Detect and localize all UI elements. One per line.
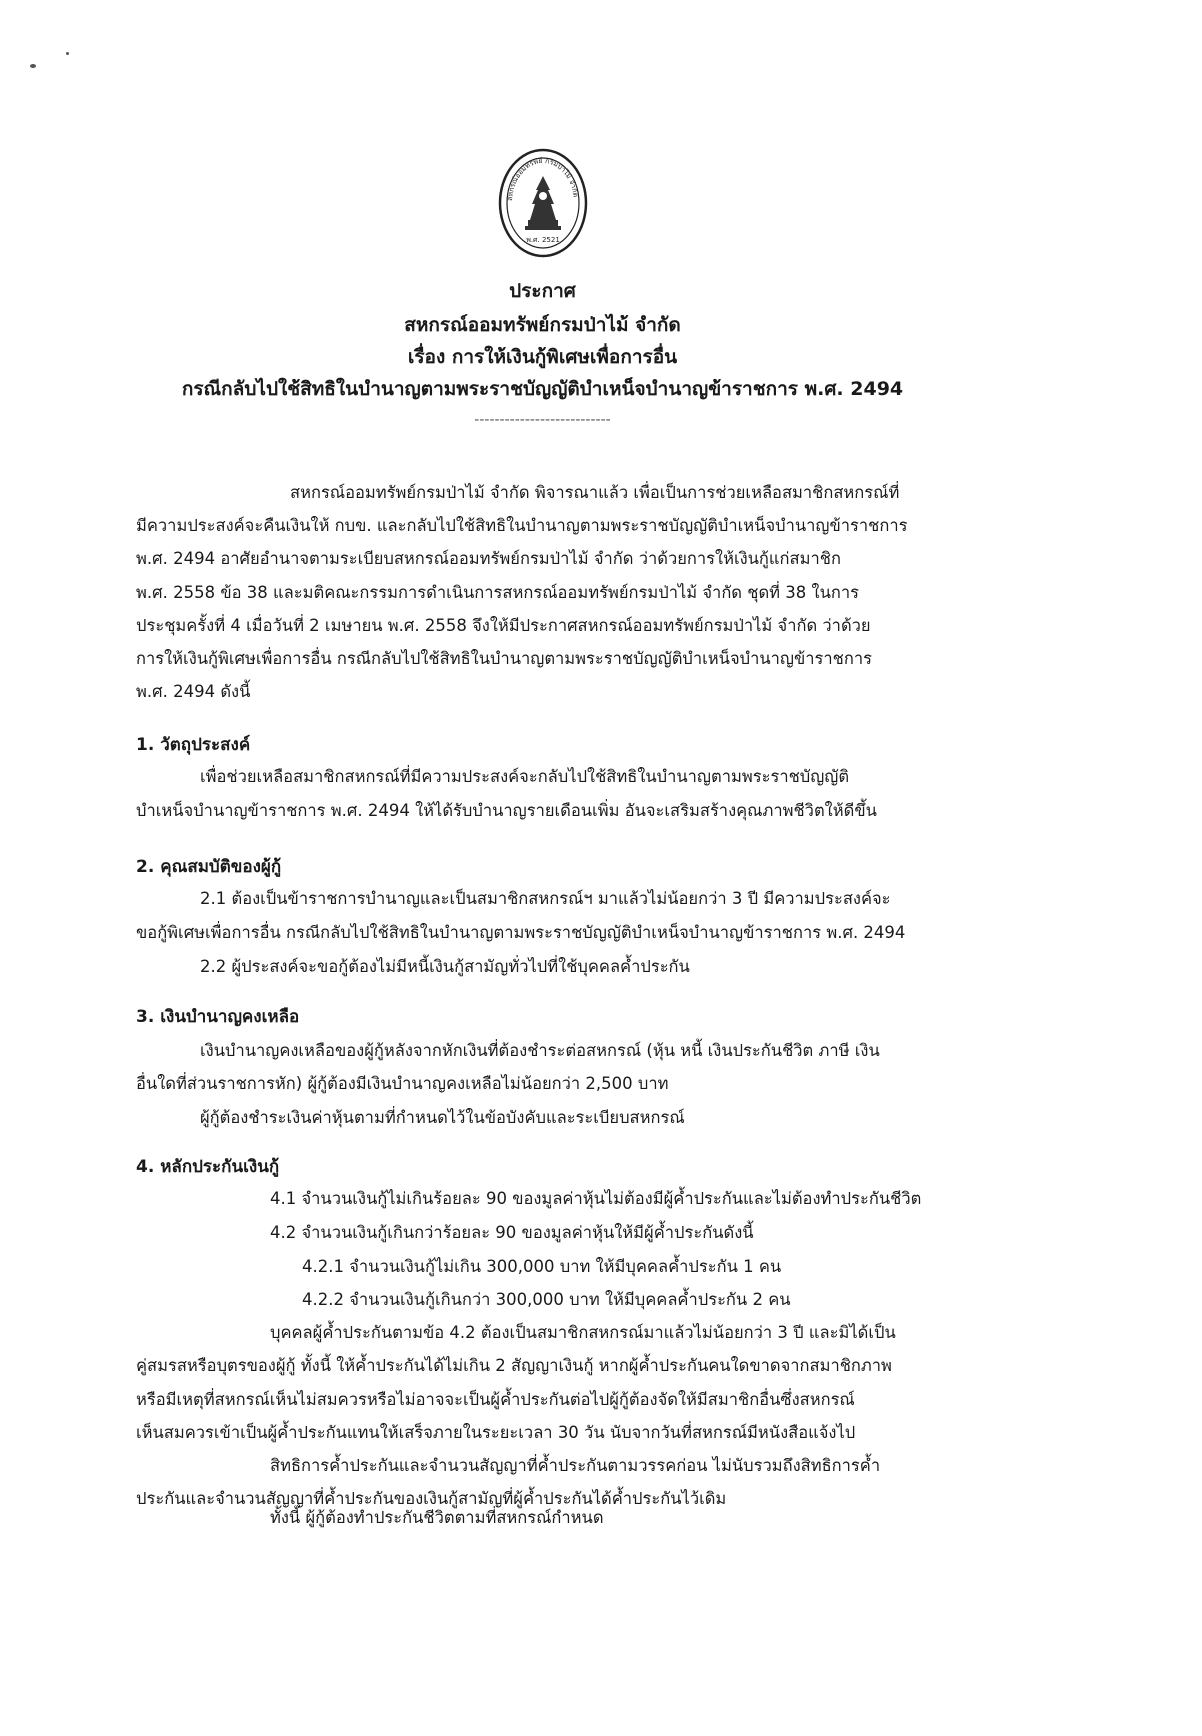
section-title-objective: 1. วัตถุประสงค์ — [136, 735, 251, 755]
intro-line: การให้เงินกู้พิเศษเพื่อการอื่น กรณีกลับไปใช้สิทธิในบำนาญตามพระราชบัญญัติบำเหน็จบำนาญข้าราชการ — [136, 649, 872, 668]
section-line: บุคคลผู้ค้ำประกันตามข้อ 4.2 ต้องเป็นสมาชิกสหกรณ์มาแล้วไม่น้อยกว่า 3 ปี และมิได้เป็น — [270, 1323, 896, 1342]
section-line: 4.2.2 จำนวนเงินกู้เกินกว่า 300,000 บาท ให้มีบุคคลค้ำประกัน 2 คน — [302, 1290, 791, 1309]
section-line: ผู้กู้ต้องชำระเงินค่าหุ้นตามที่กำหนดไว้ในข้อบังคับและระเบียบสหกรณ์ — [200, 1108, 685, 1127]
section-line: 4.1 จำนวนเงินกู้ไม่เกินร้อยละ 90 ของมูลค่าหุ้นไม่ต้องมีผู้ค้ำประกันและไม่ต้องทำประกันชีวิต — [270, 1189, 922, 1208]
section-title-qualifications: 2. คุณสมบัติของผู้กู้ — [136, 857, 282, 877]
subject-heading: เรื่อง การให้เงินกู้พิเศษเพื่อการอื่น — [407, 346, 678, 368]
seal-year: พ.ศ. 2521 — [526, 236, 560, 244]
section-line: ทั้งนี้ ผู้กู้ต้องทำประกันชีวิตตามที่สหกรณ์กำหนด — [270, 1508, 604, 1527]
intro-line: พ.ศ. 2494 ดังนี้ — [136, 682, 251, 701]
scan-speck — [30, 64, 36, 68]
section-line: สิทธิการค้ำประกันและจำนวนสัญญาที่ค้ำประกันตามวรรคก่อน ไม่นับรวมถึงสิทธิการค้ำ — [270, 1456, 881, 1475]
heading-separator: --------------------------- — [474, 412, 611, 428]
section-line: เงินบำนาญคงเหลือของผู้กู้หลังจากหักเงินที่ต้องชำระต่อสหกรณ์ (หุ้น หนี้ เงินประกันชีวิต ภาษี เงิน — [200, 1041, 880, 1060]
section-line: อื่นใดที่ส่วนราชการหัก) ผู้กู้ต้องมีเงินบำนาญคงเหลือไม่น้อยกว่า 2,500 บาท — [136, 1074, 669, 1093]
section-line: คู่สมรสหรือบุตรของผู้กู้ ทั้งนี้ ให้ค้ำประกันได้ไม่เกิน 2 สัญญาเงินกู้ หากผู้ค้ำประกันคนใดขาดจากสมาชิกภาพ — [136, 1356, 892, 1375]
organization-heading: สหกรณ์ออมทรัพย์กรมป่าไม้ จำกัด — [404, 314, 681, 336]
intro-line: มีความประสงค์จะคืนเงินให้ กบข. และกลับไปใช้สิทธิในบำนาญตามพระราชบัญญัติบำเหน็จบำนาญข้าราชการ — [136, 516, 908, 535]
scan-speck — [66, 52, 69, 55]
section-line: เพื่อช่วยเหลือสมาชิกสหกรณ์ที่มีความประสงค์จะกลับไปใช้สิทธิในบำนาญตามพระราชบัญญัติ — [200, 767, 850, 786]
case-heading: กรณีกลับไปใช้สิทธิในบำนาญตามพระราชบัญญัติบำเหน็จบำนาญข้าราชการ พ.ศ. 2494 — [181, 378, 904, 400]
cooperative-seal — [498, 148, 588, 258]
section-title-loan-collateral: 4. หลักประกันเงินกู้ — [136, 1157, 280, 1177]
intro-line: พ.ศ. 2494 อาศัยอำนาจตามระเบียบสหกรณ์ออมทรัพย์กรมป่าไม้ จำกัด ว่าด้วยการให้เงินกู้แก่สมาชิก — [136, 549, 841, 568]
section-line: เห็นสมควรเข้าเป็นผู้ค้ำประกันแทนให้เสร็จภายในระยะเวลา 30 วัน นับจากวันที่สหกรณ์มีหนังสือแจ้งไป — [136, 1423, 856, 1442]
intro-line: สหกรณ์ออมทรัพย์กรมป่าไม้ จำกัด พิจารณาแล้ว เพื่อเป็นการช่วยเหลือสมาชิกสหกรณ์ที่ — [290, 483, 900, 502]
section-line: 4.2.1 จำนวนเงินกู้ไม่เกิน 300,000 บาท ให้มีบุคคลค้ำประกัน 1 คน — [302, 1257, 782, 1276]
svg-text:สหกรณ์ออมทรัพย์ กรมป่าไม้ จำกั: สหกรณ์ออมทรัพย์ กรมป่าไม้ จำกัด — [506, 156, 580, 202]
announcement-heading: ประกาศ — [509, 280, 576, 302]
section-line: บำเหน็จบำนาญข้าราชการ พ.ศ. 2494 ให้ได้รับบำนาญรายเดือนเพิ่ม อันจะเสริมสร้างคุณภาพชีวิตให้ดีขึ้น — [136, 801, 877, 820]
section-line: หรือมีเหตุที่สหกรณ์เห็นไม่สมควรหรือไม่อาจจะเป็นผู้ค้ำประกันต่อไปผู้กู้ต้องจัดให้มีสมาชิกอื่นซึ่งสหกรณ์ — [136, 1390, 855, 1409]
section-line: ขอกู้พิเศษเพื่อการอื่น กรณีกลับไปใช้สิทธิในบำนาญตามพระราชบัญญัติบำเหน็จบำนาญข้าราชการ พ.ศ. 2494 — [136, 923, 906, 942]
intro-line: ประชุมครั้งที่ 4 เมื่อวันที่ 2 เมษายน พ.ศ. 2558 จึงให้มีประกาศสหกรณ์ออมทรัพย์กรมป่าไม้ จำกัด ว่าด้วย — [136, 616, 871, 635]
intro-line: พ.ศ. 2558 ข้อ 38 และมติคณะกรรมการดำเนินการสหกรณ์ออมทรัพย์กรมป่าไม้ จำกัด ชุดที่ 38 ในการ — [136, 583, 859, 602]
section-title-pension-remaining: 3. เงินบำนาญคงเหลือ — [136, 1007, 300, 1027]
section-line: 4.2 จำนวนเงินกู้เกินกว่าร้อยละ 90 ของมูลค่าหุ้นให้มีผู้ค้ำประกันดังนี้ — [270, 1223, 754, 1242]
section-line: ประกันและจำนวนสัญญาที่ค้ำประกันของเงินกู้สามัญที่ผู้ค้ำประกันได้ค้ำประกันไว้เดิม — [136, 1489, 727, 1508]
section-line: 2.1 ต้องเป็นข้าราชการบำนาญและเป็นสมาชิกสหกรณ์ฯ มาแล้วไม่น้อยกว่า 3 ปี มีความประสงค์จะ — [200, 889, 891, 908]
section-line: 2.2 ผู้ประสงค์จะขอกู้ต้องไม่มีหนี้เงินกู้สามัญทั่วไปที่ใช้บุคคลค้ำประกัน — [200, 957, 690, 976]
